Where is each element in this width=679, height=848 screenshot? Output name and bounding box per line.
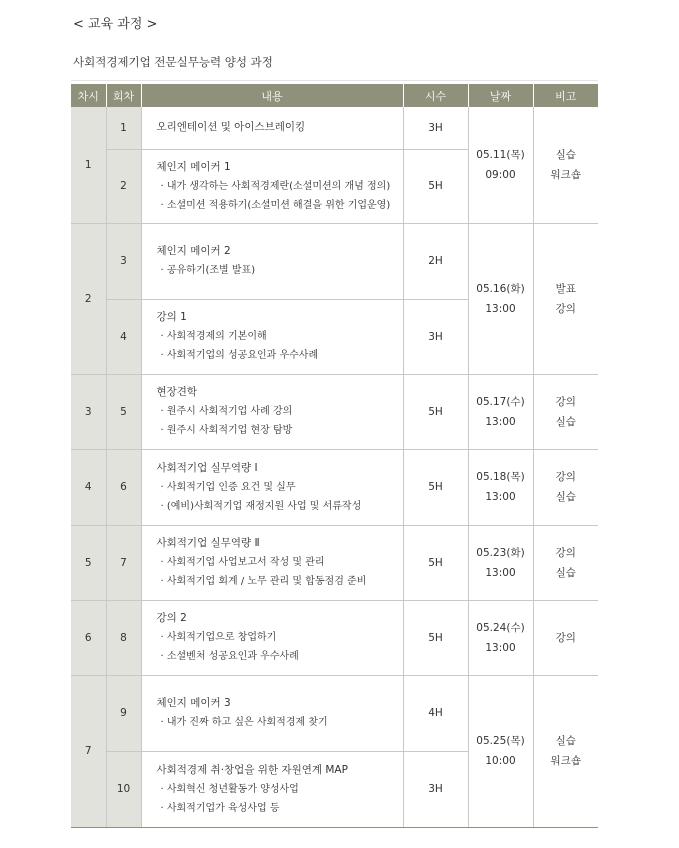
day-number: 3 [71,374,106,449]
date-time: 13:00 [485,491,516,503]
note-line: 워크숍 [550,755,581,767]
date-day: 05.11(목) [476,148,525,161]
session-topic: 사회적경제 취·창업을 위한 자원연계 MAP [156,763,348,776]
note-line: 발표 [555,282,576,295]
session-number: 9 [106,675,141,751]
day-number: 4 [71,449,106,525]
date-time: 10:00 [485,755,516,767]
column-header-day: 차시 [71,84,106,107]
session-topic: 사회적기업 실무역량 Ⅰ [156,461,258,474]
session-bullet: · 원주시 사회적기업 현장 탐방 [157,421,403,440]
session-hours: 4H [403,675,468,751]
column-header-date: 날짜 [468,84,533,107]
session-bullet: · 사회적기업 사업보고서 작성 및 관리 [157,553,403,572]
session-number: 6 [106,449,141,525]
session-topic: 현장견학 [156,386,198,398]
table-row [71,525,598,600]
day-number: 2 [71,223,106,374]
session-note [533,107,598,223]
date-time: 13:00 [485,566,516,579]
session-bullet: · 사회적경제의 기본이해 [157,327,403,346]
session-bullet: · 내가 생각하는 사회적경제란(소셜미션의 개념 정의) [157,177,403,196]
session-bullet: · 원주시 사회적기업 사례 강의 [157,402,403,421]
session-bullet: · 사회혁신 청년활동가 양성사업 [157,780,403,799]
note-line: 실습 [555,566,576,579]
note-line: 강의 [555,302,576,315]
session-date [468,107,533,223]
session-number: 5 [106,374,141,449]
session-hours: 3H [403,751,468,827]
session-note [533,675,598,827]
session-bullet: · 사회적기업 인증 요건 및 실무 [157,478,403,497]
note-line: 실습 [555,415,576,428]
session-content [141,149,403,223]
column-header-note: 비고 [533,84,598,107]
session-date [468,675,533,827]
note-line: 실습 [555,735,576,747]
session-topic: 체인지 메이커 1 [156,160,231,173]
date-time: 13:00 [485,415,516,428]
note-line: 강의 [555,395,576,408]
date-day: 05.16(화) [476,282,525,295]
note-line: 실습 [555,148,576,161]
section-title: < 교육 과정 > [73,17,158,32]
session-note [533,449,598,525]
session-hours: 5H [403,600,468,675]
note-line: 실습 [555,491,576,503]
session-topic: 강의 2 [156,612,187,624]
session-hours: 3H [403,299,468,374]
table-row [71,374,598,449]
day-number: 7 [71,675,106,827]
session-bullet: · 사회적기업가 육성사업 등 [157,799,403,818]
session-number: 7 [106,525,141,600]
session-bullet: · 사회적기업 회계 / 노무 관리 및 합동점검 준비 [157,572,403,591]
table-row [71,449,598,525]
session-content [141,374,403,449]
note-line: 강의 [555,631,576,644]
session-note [533,600,598,675]
date-time: 09:00 [485,168,516,181]
table-row [71,107,598,149]
day-number: 5 [71,525,106,600]
session-topic: 오리엔테이션 및 아이스브레이킹 [156,121,306,134]
session-content [141,107,403,149]
session-hours: 2H [403,223,468,299]
session-bullet: · 소셜벤처 성공요인과 우수사례 [157,647,403,666]
session-number: 2 [106,149,141,223]
session-date [468,600,533,675]
session-topic: 체인지 메이커 2 [156,245,231,257]
day-number: 6 [71,600,106,675]
date-day: 05.18(목) [476,471,525,483]
session-number: 4 [106,299,141,374]
table-row [71,600,598,675]
date-time: 13:00 [485,302,516,315]
session-date [468,223,533,374]
day-number: 1 [71,107,106,223]
session-content [141,525,403,600]
session-hours: 5H [403,149,468,223]
column-header-content: 내용 [141,84,403,107]
session-content [141,223,403,299]
session-topic: 체인지 메이커 3 [156,697,231,709]
session-date [468,449,533,525]
date-day: 05.24(수) [476,621,525,634]
session-content [141,449,403,525]
session-date [468,525,533,600]
session-hours: 5H [403,525,468,600]
session-date [468,374,533,449]
session-bullet: · 소셜미션 적용하기(소셜미션 해결을 위한 기업운영) [157,196,403,215]
session-hours: 5H [403,449,468,525]
session-bullet: · (예비)사회적기업 재정지원 사업 및 서류작성 [157,497,403,516]
session-content [141,299,403,374]
session-number: 8 [106,600,141,675]
date-time: 13:00 [485,641,516,654]
note-line: 강의 [555,471,576,483]
note-line: 강의 [555,546,576,559]
session-hours: 5H [403,374,468,449]
session-bullet: · 사회적기업의 성공요인과 우수사례 [157,346,403,365]
session-content [141,751,403,827]
course-title: 사회적경제기업 전문실무능력 양성 과정 [73,55,273,69]
column-header-hours: 시수 [403,84,468,107]
session-note [533,223,598,374]
session-number: 1 [106,107,141,149]
session-topic: 강의 1 [156,311,187,323]
session-bullet: · 사회적기업으로 창업하기 [157,628,403,647]
date-day: 05.25(목) [476,735,525,747]
note-line: 워크숍 [550,168,581,181]
session-bullet: · 내가 진짜 하고 싶은 사회적경제 찾기 [157,713,403,732]
session-number: 3 [106,223,141,299]
column-header-session: 회차 [106,84,141,107]
table-row [71,223,598,299]
date-day: 05.17(수) [476,395,525,408]
session-content [141,675,403,751]
session-content [141,600,403,675]
session-hours: 3H [403,107,468,149]
table-row [71,675,598,751]
session-note [533,525,598,600]
curriculum-table [71,84,598,828]
session-number: 10 [106,751,141,827]
title-divider [71,80,598,81]
session-note [533,374,598,449]
session-bullet: · 공유하기(조별 발표) [157,261,403,280]
session-topic: 사회적기업 실무역량 Ⅱ [156,537,260,549]
date-day: 05.23(화) [476,546,525,559]
table-header-row [71,84,598,107]
